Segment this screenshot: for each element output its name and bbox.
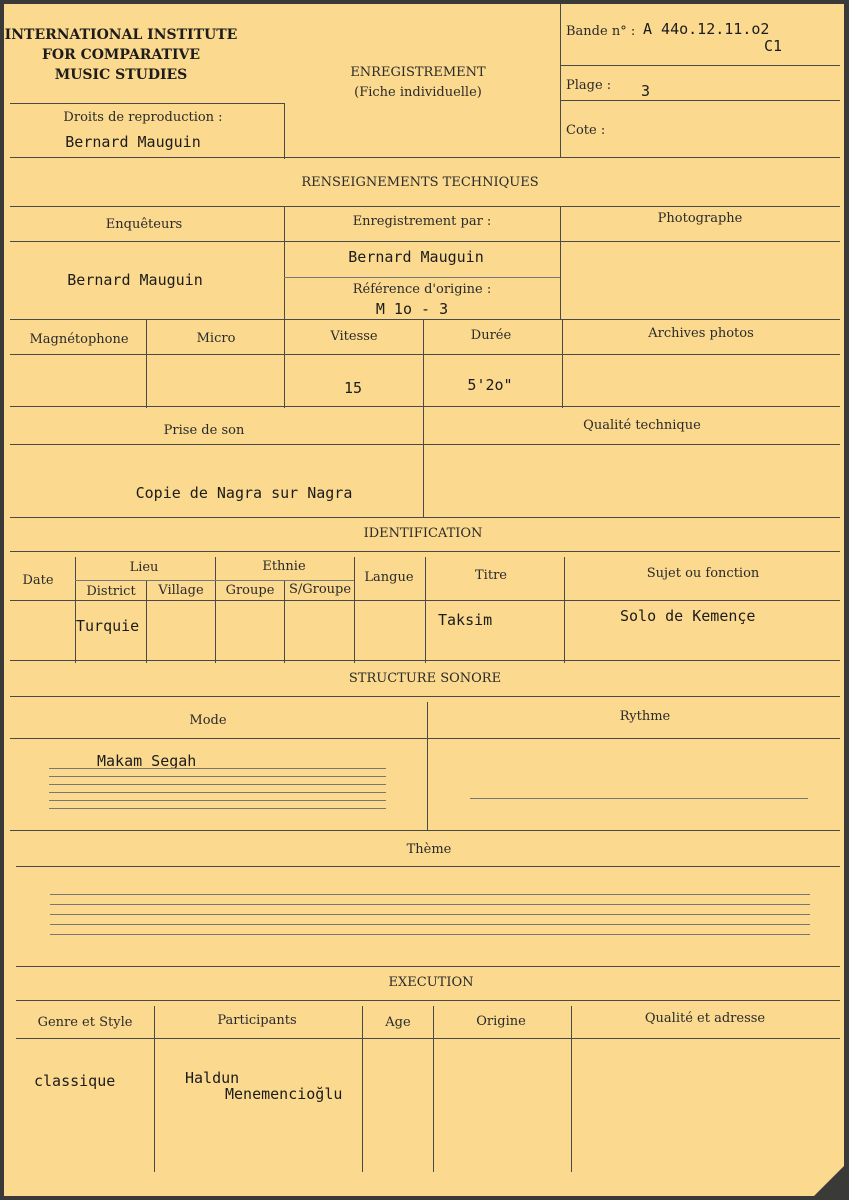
genre-style-label: Genre et Style bbox=[37, 1015, 133, 1030]
district-label: District bbox=[86, 584, 136, 599]
age-label: Age bbox=[385, 1015, 411, 1030]
sgroupe-label: S/Groupe bbox=[288, 582, 352, 597]
section-technique-title: RENSEIGNEMENTS TECHNIQUES bbox=[301, 175, 539, 190]
recording-form-card bbox=[4, 4, 844, 1196]
sujet-value: Solo de Kemençe bbox=[620, 607, 756, 625]
photographe-label: Photographe bbox=[657, 211, 743, 226]
section-execution-title: EXECUTION bbox=[388, 975, 474, 990]
enqueteurs-value: Bernard Mauguin bbox=[67, 271, 203, 289]
institute-name-line3: MUSIC STUDIES bbox=[54, 67, 188, 83]
theme-writing-line bbox=[50, 904, 810, 905]
form-subtitle: (Fiche individuelle) bbox=[354, 85, 482, 100]
vitesse-value: 15 bbox=[343, 379, 363, 397]
date-label: Date bbox=[22, 573, 54, 588]
sujet-label: Sujet ou fonction bbox=[646, 566, 760, 581]
participants-label: Participants bbox=[217, 1013, 297, 1028]
mode-writing-line bbox=[49, 776, 386, 777]
plage-label: Plage : bbox=[566, 78, 612, 93]
langue-label: Langue bbox=[364, 570, 414, 585]
lieu-label: Lieu bbox=[129, 560, 159, 575]
mode-writing-line bbox=[49, 792, 386, 793]
mode-value: Makam Segah bbox=[97, 752, 197, 770]
plage-value: 3 bbox=[641, 82, 651, 100]
micro-label: Micro bbox=[196, 331, 236, 346]
village-label: Village bbox=[158, 583, 204, 598]
ethnie-label: Ethnie bbox=[262, 559, 306, 574]
section-identification-title: IDENTIFICATION bbox=[363, 526, 483, 541]
form-title: ENREGISTREMENT bbox=[350, 65, 486, 80]
mode-writing-line bbox=[49, 808, 386, 809]
enregistrement-par-value: Bernard Mauguin bbox=[348, 248, 484, 266]
qualite-technique-label: Qualité technique bbox=[583, 418, 701, 433]
enregistrement-par-label: Enregistrement par : bbox=[352, 214, 492, 229]
origine-label: Origine bbox=[476, 1014, 526, 1029]
genre-style-value: classique bbox=[34, 1072, 116, 1090]
mode-writing-line bbox=[49, 800, 386, 801]
participant-first-name: Haldun bbox=[185, 1069, 240, 1087]
titre-value: Taksim bbox=[438, 611, 493, 629]
duree-label: Durée bbox=[470, 328, 512, 343]
magnetophone-label: Magnétophone bbox=[29, 332, 129, 347]
institute-name-line2: FOR COMPARATIVE bbox=[41, 47, 201, 63]
vitesse-label: Vitesse bbox=[330, 329, 378, 344]
qualite-adresse-label: Qualité et adresse bbox=[644, 1011, 766, 1026]
participant-last-name: Menemencioğlu bbox=[225, 1085, 343, 1103]
theme-writing-line bbox=[50, 934, 810, 935]
groupe-label: Groupe bbox=[225, 583, 275, 598]
bande-value: A 44o.12.11.o2 bbox=[643, 20, 770, 38]
rights-label: Droits de reproduction : bbox=[63, 110, 223, 125]
rights-value: Bernard Mauguin bbox=[65, 133, 201, 151]
mode-writing-line bbox=[49, 784, 386, 785]
mode-label: Mode bbox=[189, 713, 227, 728]
reference-label: Référence d'origine : bbox=[352, 282, 492, 297]
theme-label: Thème bbox=[406, 842, 452, 857]
enqueteurs-label: Enquêteurs bbox=[105, 217, 183, 232]
duree-value: 5'2o" bbox=[467, 376, 513, 394]
section-structure-title: STRUCTURE SONORE bbox=[348, 671, 502, 686]
rythme-writing-line bbox=[470, 798, 808, 799]
mode-writing-line bbox=[49, 768, 386, 769]
institute-name-line1: INTERNATIONAL INSTITUTE bbox=[4, 27, 238, 43]
archives-photos-label: Archives photos bbox=[648, 326, 754, 341]
cote-label: Cote : bbox=[566, 123, 606, 138]
bande-label: Bande n° : bbox=[566, 24, 636, 39]
rythme-label: Rythme bbox=[619, 709, 671, 724]
prise-de-son-label: Prise de son bbox=[163, 423, 245, 438]
titre-label: Titre bbox=[475, 568, 507, 583]
reference-value: M 1o - 3 bbox=[375, 300, 449, 318]
prise-de-son-value: Copie de Nagra sur Nagra bbox=[135, 484, 353, 502]
district-value: Turquie bbox=[76, 617, 140, 635]
bande-value-suffix: C1 bbox=[764, 37, 783, 55]
theme-writing-line bbox=[50, 914, 810, 915]
theme-writing-line bbox=[50, 924, 810, 925]
theme-writing-line bbox=[50, 894, 810, 895]
